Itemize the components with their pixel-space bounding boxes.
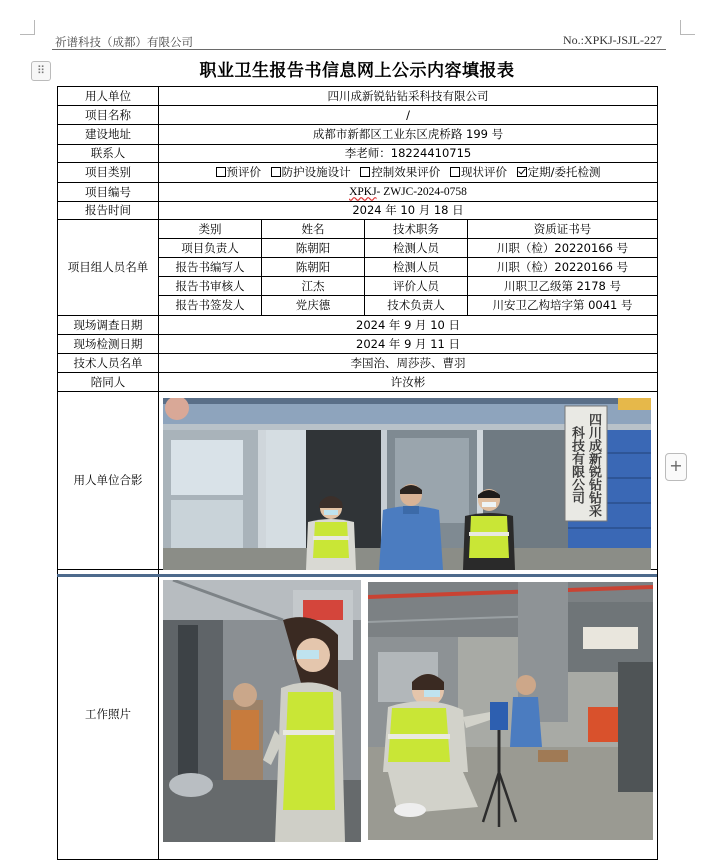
checkbox-icon[interactable] xyxy=(360,167,370,177)
row-contact xyxy=(58,145,658,163)
option-label: 防护设施设计 xyxy=(281,165,351,179)
row-project-no xyxy=(58,183,658,202)
team-header-row xyxy=(58,220,658,239)
row-project-name xyxy=(58,106,658,125)
checkbox-icon[interactable] xyxy=(450,167,460,177)
row-project-type xyxy=(58,163,658,183)
label-technicians: 技术人员名单 xyxy=(58,354,159,373)
team-header-role: 类别 xyxy=(159,220,262,239)
label-team: 项目组人员名单 xyxy=(58,220,159,316)
option-label: 现状评价 xyxy=(460,165,507,179)
row-escort xyxy=(58,373,658,392)
header-company: 祈谱科技（成都）有限公司 xyxy=(55,35,193,49)
work-photo-right-illustration xyxy=(368,582,653,840)
team-cert[interactable]: 川职（检）20220166 号 xyxy=(468,258,658,277)
group-photo-sign: 四川成新锐钻钻采科技有限公司 xyxy=(569,413,601,517)
team-name[interactable]: 陈朝阳 xyxy=(262,239,365,258)
page-title: 职业卫生报告书信息网上公示内容填报表 xyxy=(199,61,515,81)
label-contact: 联系人 xyxy=(58,145,159,163)
team-cert[interactable]: 川职（检）20220166 号 xyxy=(468,239,658,258)
team-role[interactable]: 报告书签发人 xyxy=(159,296,262,316)
value-project-name[interactable]: / xyxy=(159,106,658,125)
option-status-evaluation[interactable] xyxy=(450,165,507,179)
work-photo-left[interactable] xyxy=(163,580,361,842)
label-survey-date: 现场调查日期 xyxy=(58,316,159,335)
value-project-type xyxy=(159,163,658,183)
team-name[interactable]: 江杰 xyxy=(262,277,365,296)
checkbox-checked-icon[interactable] xyxy=(517,167,527,177)
value-report-date[interactable]: 2024 年 10 月 18 日 xyxy=(159,202,658,220)
option-label: 预评价 xyxy=(226,165,261,179)
table-move-handle-icon[interactable]: ⠿ xyxy=(31,61,51,81)
value-test-date[interactable]: 2024 年 9 月 11 日 xyxy=(159,335,658,354)
value-employer[interactable]: 四川成新锐钻钻采科技有限公司 xyxy=(159,87,658,106)
label-work-photos: 工作照片 xyxy=(58,570,159,860)
value-contact[interactable]: 李老师：18224410715 xyxy=(159,145,658,163)
row-survey-date xyxy=(58,316,658,335)
value-address[interactable]: 成都市新都区工业东区虎桥路 199 号 xyxy=(159,125,658,145)
team-role[interactable]: 项目负责人 xyxy=(159,239,262,258)
team-name[interactable]: 陈朝阳 xyxy=(262,258,365,277)
team-role[interactable]: 报告书编写人 xyxy=(159,258,262,277)
work-photo-left-illustration xyxy=(163,580,361,842)
label-address: 建设地址 xyxy=(58,125,159,145)
header-doc-number: No.:XPKJ-JSJL-227 xyxy=(562,33,662,47)
label-group-photo: 用人单位合影 xyxy=(58,392,159,570)
corner-mark-top-right xyxy=(680,20,695,35)
team-header-name: 姓名 xyxy=(262,220,365,239)
corner-mark-top-left xyxy=(20,20,35,35)
team-title[interactable]: 检测人员 xyxy=(365,258,468,277)
team-name[interactable]: 党庆德 xyxy=(262,296,365,316)
team-header-title: 技术职务 xyxy=(365,220,468,239)
option-pre-evaluation[interactable] xyxy=(216,165,262,179)
section-divider xyxy=(57,574,657,577)
value-survey-date[interactable]: 2024 年 9 月 10 日 xyxy=(159,316,658,335)
label-project-name: 项目名称 xyxy=(58,106,159,125)
row-report-date xyxy=(58,202,658,220)
team-title[interactable]: 技术负责人 xyxy=(365,296,468,316)
value-project-no[interactable] xyxy=(159,183,658,202)
work-photo-right[interactable] xyxy=(368,582,653,840)
label-test-date: 现场检测日期 xyxy=(58,335,159,354)
value-escort[interactable]: 许汝彬 xyxy=(159,373,658,392)
option-label: 定期/委托检测 xyxy=(527,165,601,179)
label-report-date: 报告时间 xyxy=(58,202,159,220)
team-role[interactable]: 报告书审核人 xyxy=(159,277,262,296)
row-employer xyxy=(58,87,658,106)
option-periodic-testing[interactable] xyxy=(517,165,601,179)
row-address xyxy=(58,125,658,145)
project-no-rest: - ZWJC-2024-0758 xyxy=(376,185,467,198)
checkbox-icon[interactable] xyxy=(216,167,226,177)
add-row-button[interactable]: + xyxy=(665,453,687,481)
team-cert[interactable]: 川职卫乙级第 2178 号 xyxy=(468,277,658,296)
option-control-effect[interactable] xyxy=(360,165,440,179)
team-title[interactable]: 检测人员 xyxy=(365,239,468,258)
option-label: 控制效果评价 xyxy=(371,165,441,179)
header-rule xyxy=(52,49,666,50)
label-project-no: 项目编号 xyxy=(58,183,159,202)
team-cert[interactable]: 川安卫乙构培字第 0041 号 xyxy=(468,296,658,316)
row-test-date xyxy=(58,335,658,354)
team-header-cert: 资质证书号 xyxy=(468,220,658,239)
value-technicians[interactable]: 李国治、周莎莎、曹羽 xyxy=(159,354,658,373)
label-escort: 陪同人 xyxy=(58,373,159,392)
row-technicians xyxy=(58,354,658,373)
checkbox-icon[interactable] xyxy=(271,167,281,177)
team-title[interactable]: 评价人员 xyxy=(365,277,468,296)
project-no-prefix: XPKJ xyxy=(349,185,377,198)
label-project-type: 项目类别 xyxy=(58,163,159,183)
option-protection-design[interactable] xyxy=(271,165,351,179)
label-employer: 用人单位 xyxy=(58,87,159,106)
group-photo[interactable] xyxy=(163,398,651,570)
